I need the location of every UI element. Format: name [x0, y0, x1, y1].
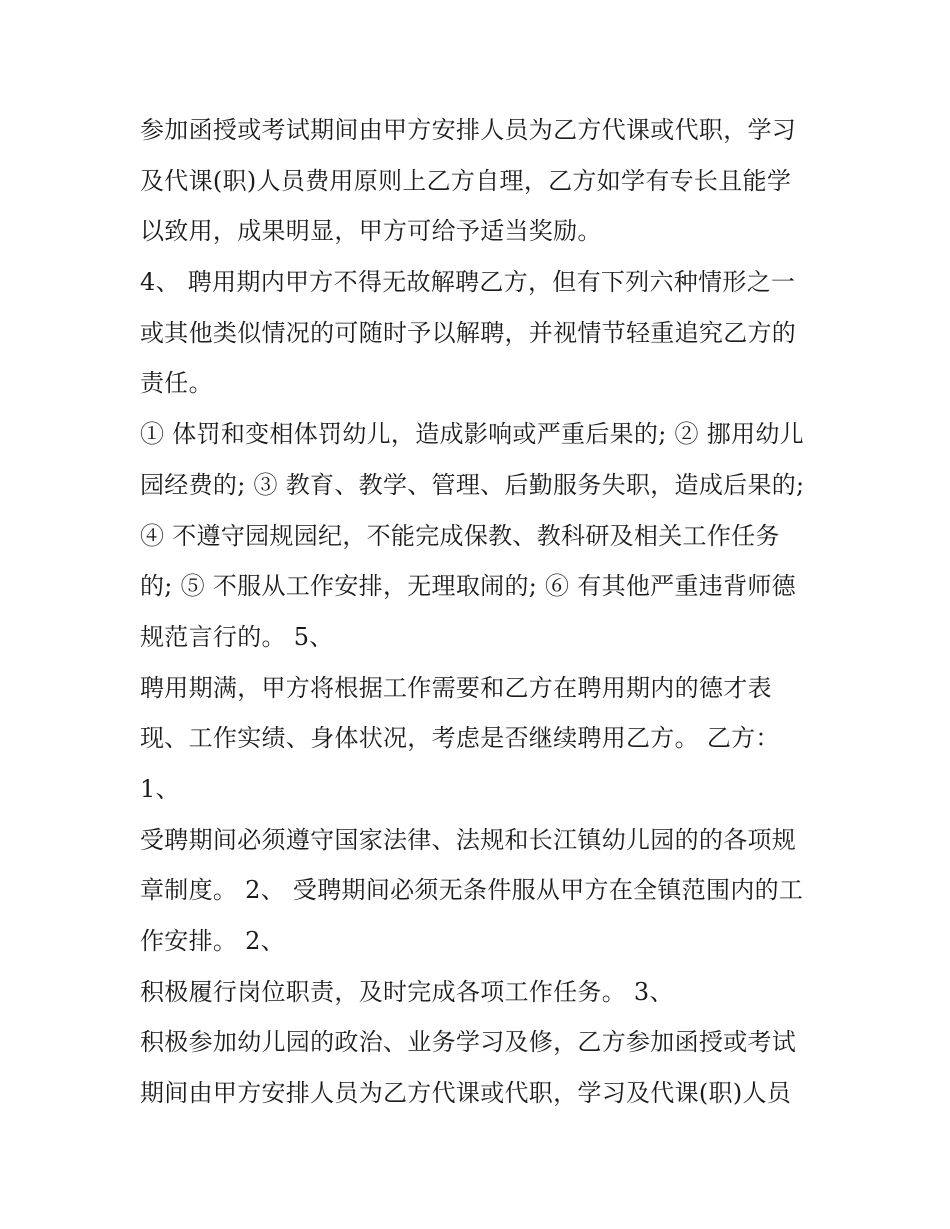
- text-line: 聘用期满，甲方将根据工作需要和乙方在聘用期内的德才表: [140, 673, 772, 702]
- text-line: 作安排。 2、: [140, 927, 285, 955]
- document-body: [140, 105, 840, 1119]
- text-line: 园经费的; ③ 教育、教学、管理、后勤服务失职，造成后果的;: [140, 470, 805, 499]
- text-line: 1、: [140, 774, 180, 803]
- text-line: 参加函授或考试期间由甲方安排人员为乙方代课或代职，学习: [140, 116, 797, 144]
- text-line: 积极履行岗位职责，及时完成各项工作任务。 3、: [140, 977, 674, 1006]
- text-line: 及代课(职)人员费用原则上乙方自理，乙方如学有专长且能学: [140, 166, 792, 195]
- text-line: ① 体罚和变相体罚幼儿，造成影响或严重后果的; ② 挪用幼儿: [140, 420, 804, 449]
- text-line: 以致用，成果明显，甲方可给予适当奖励。: [140, 217, 602, 246]
- text-line: 或其他类似情况的可随时予以解聘，并视情节轻重追究乙方的: [140, 318, 797, 347]
- text-line: 的; ⑤ 不服从工作安排，无理取闹的; ⑥ 有其他严重违背师德: [140, 572, 796, 601]
- text-line: 积极参加幼儿园的政治、业务学习及修，乙方参加函授或考试: [140, 1028, 797, 1057]
- text-line: 受聘期间必须遵守国家法律、法规和长江镇幼儿园的的各项规: [140, 825, 797, 854]
- text-line: 期间由甲方安排人员为乙方代课或代职，学习及代课(职)人员: [140, 1079, 792, 1108]
- text-line: 规范言行的。 5、: [140, 622, 334, 651]
- text-line: 4、 聘用期内甲方不得无故解聘乙方，但有下列六种情形之一: [140, 268, 796, 297]
- text-line: 责任。: [140, 369, 213, 398]
- text-line: 现、工作实绩、身体状况，考虑是否继续聘用乙方。 乙方：: [140, 724, 780, 753]
- text-line: 章制度。 2、 受聘期间必须无条件服从甲方在全镇范围内的工: [140, 876, 804, 905]
- text-line: ④ 不遵守园规园纪，不能完成保教、教科研及相关工作任务: [140, 521, 780, 550]
